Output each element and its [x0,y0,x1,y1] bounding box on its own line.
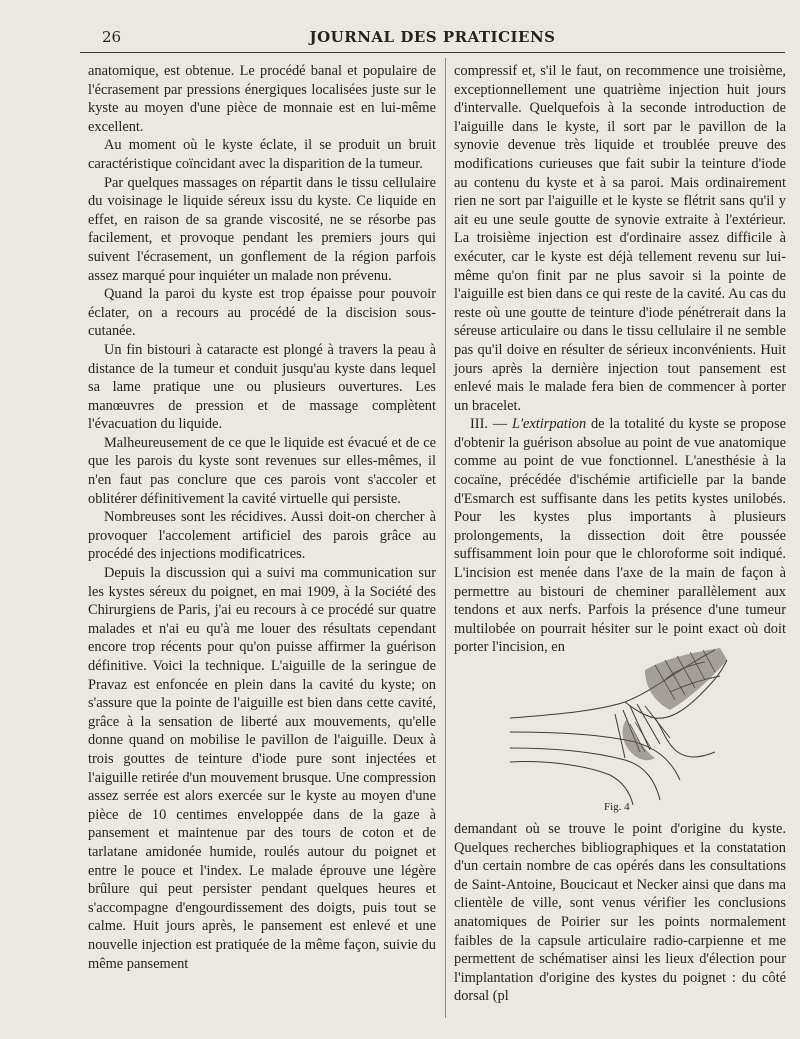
paragraph-extirpation [454,415,786,657]
paragraph: Malheureusement de ce que le liquide est évacué et de ce que les parois du kyste sont revenues sur elles-mêmes, il n'en faut pas conclure que ces parois vont s'accoler et oblitérer définitivement la cavité virtuelle qui persiste. [88,434,436,507]
wrist-anatomy-figure [505,640,735,810]
section-heading-italic: L'extirpation [511,416,587,433]
paragraph: Nombreuses sont les récidives. Aussi doit-on chercher à provoquer l'accolement artificiel des parois grâce au procédé des injections modificatrices. [88,509,436,563]
section-number: III. — [470,416,512,433]
paragraph: Depuis la discussion qui a suivi ma communication sur les kystes séreux du poignet, en mai 1909, à la Société des Chirurgiens de Paris, j'ai eu recours à ce procédé sur quatre malades et n'ai eu qu'à me louer des résultats cependant encore trop récents pour qu'on puisse affirmer la guérison définitive. Voici la technique. L'aiguille de la seringue de Pravaz est enfoncée en plein dans la cavité du kyste; on s'assure que la pointe de l'aiguille est bien dans cette cavité, grâce à la sensation de liberté aux mouvements, qu'elle donne quand on mobilise le pavillon de l'aiguille. Deux à trois gouttes de teinture d'iode pure sont injectées et l'aiguille retirée d'un mouvement brusque. Une compression assez serrée est alors exercée sur le kyste au moyen d'une pièce de 10 centimes enveloppée dans de la gaze à pansement et maintenue par des tours de coton et de tarlatane amidonée humide, roulés autour du poignet et entre le pouce et l'index. Le malade éprouve une légère brûlure qui peut persister pendant quelques heures et s'accompagne d'engourdissement des doigts, puis tout se calme. Huit jours après, le pansement est enlevé et une nouvelle injection est pratiquée de la même façon, suivie du même pansement [88,565,436,972]
page-number: 26 [102,28,122,46]
right-column-bottom [454,820,786,1030]
paragraph: Au moment où le kyste éclate, il se produit un bruit caractéristique coïncidant avec la disparition de la tumeur. [88,137,436,172]
figure-caption: Fig. 4 [604,801,630,813]
right-column-top [454,62,786,656]
running-head: JOURNAL DES PRATICIENS [309,28,556,46]
paragraph: Un fin bistouri à cataracte est plongé à travers la peau à distance de la tumeur et conduit jusqu'au kyste dans lequel sa lame pratique une ou plusieurs ouvertures. Les manœuvres de pression et de massage complètent l'évacuation du liquide. [88,341,436,433]
page-header [80,28,785,52]
paragraph: demandant où se trouve le point d'origine du kyste. Quelques recherches bibliographiques et la constatation d'un certain nombre de cas opérés dans les consultations de Saint-Antoine, Boucicaut et Necker ainsi que dans ma clientèle de ville, sont venus vérifier les conclusions anatomiques de Poirier sur les points normalement faibles de la capsule articulaire radio-carpienne et me permettent de schématiser ainsi les lieux d'élection pour l'implantation d'origine des kystes du poignet : du côté dorsal (pl [454,821,786,1005]
paragraph-text: de la totalité du kyste se propose d'obtenir la guérison absolue au point de vue anatomique comme au point de vue fonctionnel. L'anesthésie à la cocaïne, précédée d'ischémie artificielle par la bande d'Esmarch est suffisante dans les petits kystes unilobés. Pour les kystes plus importants à plusieurs prolongements, la dissection doit être poussée suffisamment loin pour que le chloroforme soit indiqué. L'incision est menée dans l'axe de la main de façon à permettre au bistouri de cheminer parallèlement aux tendons et aux nerfs. Parfois la présence d'une tumeur multilobée on pourrait hésiter sur le point exact où doit porter l'incision, en [454,416,786,656]
paragraph: Quand la paroi du kyste est trop épaisse pour pouvoir éclater, on a recours au procédé de la discision sous-cutanée. [88,286,436,340]
left-column [88,62,436,973]
header-rule [80,52,785,53]
column-separator [445,58,446,1018]
paragraph: compressif et, s'il le faut, on recommence une troisième, exceptionnellement une quatrième injection huit jours d'intervalle. Quelquefois à la seconde introduction de l'aiguille dans le kyste, il sort par le pavillon de la synovie devenue très liquide et troublée preuve des modifications curieuses que fait subir la teinture d'iode au contenu du kyste et à sa paroi. Mais ordinairement rien ne sort par l'aiguille et le kyste se flétrit sans qu'il y ait eu une seule goutte de synovie extraite à l'extérieur. La troisième injection est d'ordinaire assez difficile à exécuter, car le kyste est déjà tellement revenu sur lui-même qu'on finit par ne plus savoir si la pointe de l'aiguille est bien dans ce qui reste de la cavité. Au cas du reste où une goutte de teinture d'iode pénétrerait dans la séreuse articulaire ou dans le tissu cellulaire il ne semble pas qu'il doive en résulter de sérieux inconvénients. Huit jours après la dernière injection tout pansement est enlevé mais le malade fera bien de commencer à porter un bracelet. [454,63,786,414]
paragraph: anatomique, est obtenue. Le procédé banal et populaire de l'écrasement par pressions énergiques localisées juste sur le kyste au moyen d'une pièce de monnaie est en lui-même excellent. [88,63,436,135]
paragraph: Par quelques massages on répartit dans le tissu cellulaire du voisinage le liquide séreux issu du kyste. Ce liquide en effet, en raison de sa grande viscosité, ne se résorbe pas facilement, et provoque pendant les premiers jours qui suivent l'écrasement, un gonflement de la région parfois assez marqué pour inquiéter un malade non prévenu. [88,174,436,284]
